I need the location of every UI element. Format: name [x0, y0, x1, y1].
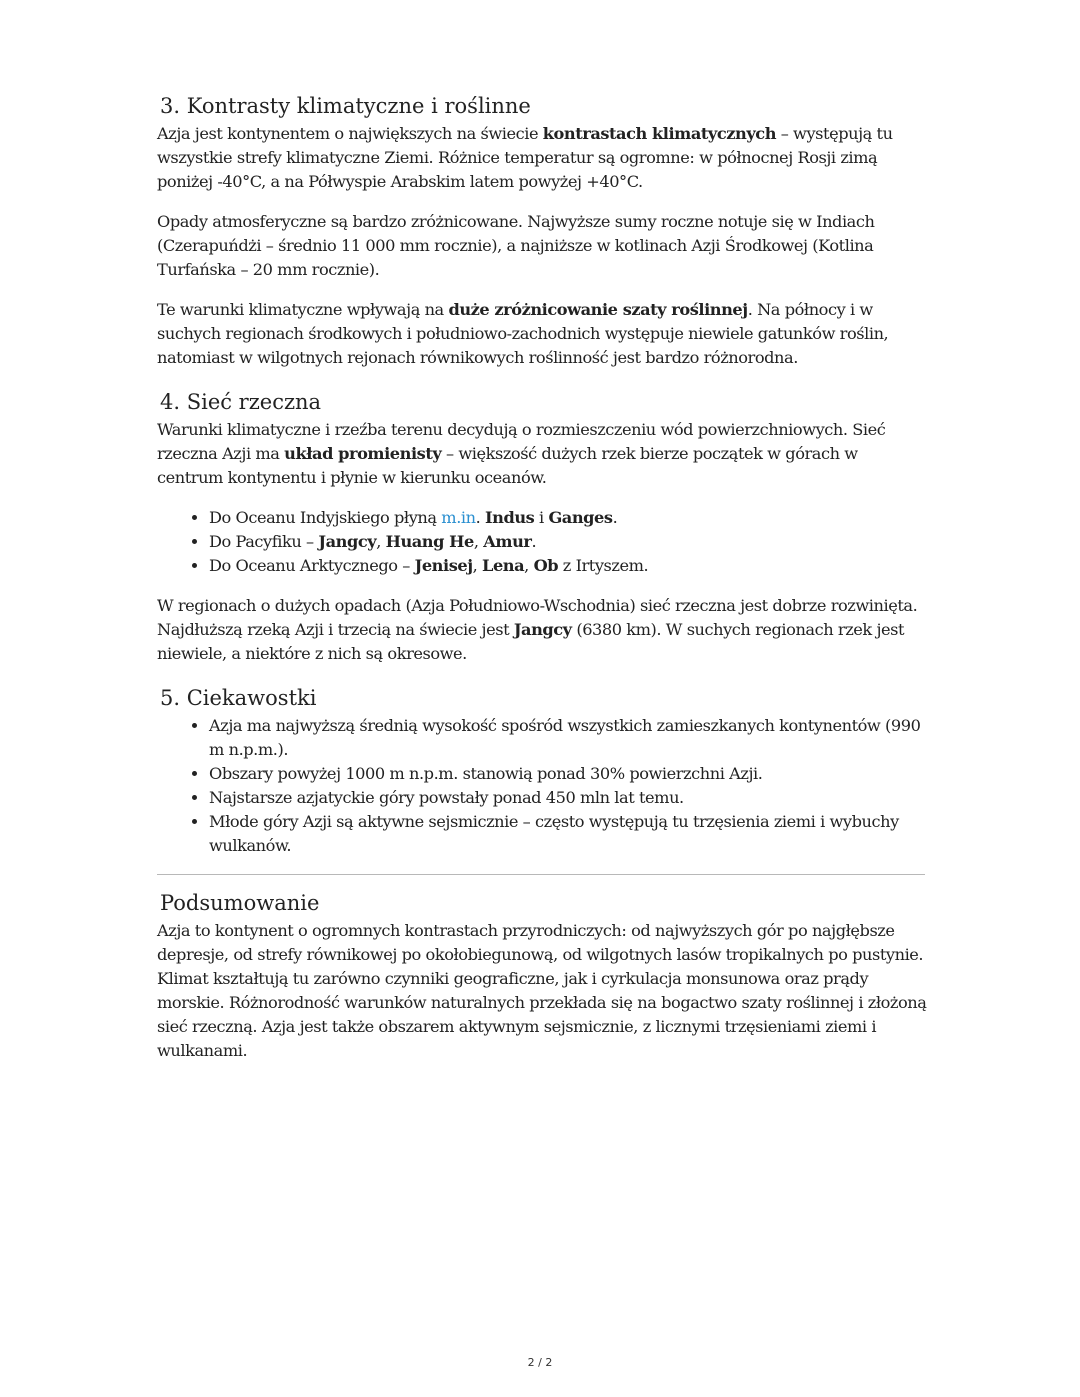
- text-run: Do Oceanu Indyjskiego płyną: [209, 508, 442, 527]
- rivers-list: [157, 506, 927, 578]
- text-run: – większość dużych rzek bierze początek w górach w centrum kontynentu i płynie w kierunku oceanów.: [157, 444, 858, 487]
- summary-heading: Podsumowanie: [160, 891, 320, 915]
- page-number: 2 / 2: [527, 1356, 553, 1369]
- text-run: Do Pacyfiku –: [209, 532, 319, 551]
- bold-term: Jangcy: [513, 620, 572, 639]
- river-name: Jenisej: [414, 556, 473, 575]
- river-name: Amur: [483, 532, 532, 551]
- facts-list: [157, 714, 927, 858]
- section-4-heading: 4. Sieć rzeczna: [160, 390, 322, 414]
- section-3-paragraph-1: [157, 122, 927, 194]
- text-run: Do Oceanu Arktycznego –: [209, 556, 415, 575]
- text-run: (6380 km). W suchych regionach rzek jest niewiele, a niektóre z nich są okresowe.: [157, 620, 905, 663]
- section-4-paragraph-2: [157, 594, 927, 666]
- section-3-heading: 3. Kontrasty klimatyczne i roślinne: [160, 94, 531, 118]
- river-name: Ganges: [548, 508, 613, 527]
- section-divider: [157, 874, 925, 875]
- section-5-heading: 5. Ciekawostki: [160, 686, 317, 710]
- text-run: Azja jest kontynentem o największych na świecie: [157, 124, 543, 143]
- list-item: [209, 554, 927, 578]
- text-run: .: [475, 508, 486, 527]
- section-3-paragraph-3: [157, 298, 927, 370]
- list-item: • Młode góry Azji są aktywne sejsmicznie – często występują tu trzęsienia ziemi i wybuchy wulkanów.: [209, 810, 927, 858]
- river-name: Huang He: [385, 532, 474, 551]
- list-item: [209, 506, 927, 530]
- text-run: .: [612, 508, 618, 527]
- text-run: Te warunki klimatyczne wpływają na: [157, 300, 449, 319]
- text-run: Warunki klimatyczne i rzeźba terenu decydują o rozmieszczeniu wód powierzchniowych. Sieć rzeczna Azji ma: [157, 420, 886, 463]
- list-item: • Azja ma najwyższą średnią wysokość spośród wszystkich zamieszkanych kontynentów (990 m n.p.m.).: [209, 714, 927, 762]
- text-run: ,: [524, 556, 534, 575]
- text-run: ,: [376, 532, 386, 551]
- list-item: [209, 530, 927, 554]
- list-item: • Najstarsze azjatyckie góry powstały ponad 450 mln lat temu.: [209, 786, 927, 810]
- river-name: Ob: [533, 556, 559, 575]
- text-run: . Na północy i w suchych regionach środkowych i południowo-zachodnich występuje niewiele gatunków roślin, natomiast w wilgotnych rejonach równikowych roślinność jest bardzo różnorodna.: [157, 300, 889, 367]
- river-name: Lena: [482, 556, 525, 575]
- text-run: ,: [473, 532, 484, 551]
- text-run: – występują tu wszystkie strefy klimatyczne Ziemi. Różnice temperatur są ogromne: w północnej Rosji zimą poniżej -40°C, a na Półwyspie Arabskim latem powyżej +40°C.: [157, 124, 893, 191]
- document-page: [157, 92, 927, 1079]
- abbreviation-link[interactable]: m.in: [441, 508, 476, 527]
- text-run: i: [534, 508, 549, 527]
- summary-paragraph: Azja to kontynent o ogromnych kontrastach przyrodniczych: od najwyższych gór po najgłębsze depresje, od strefy równikowej po okołobiegunową, od wilgotnych lasów tropikalnych po pustynie. Klimat kształtują tu zarówno czynniki geograficzne, jak i cyrkulacja monsunowa oraz prądy morskie. Różnorodność warunków naturalnych przekłada się na bogactwo szaty roślinnej i złożoną sieć rzeczną. Azja jest także obszarem aktywnym sejsmicznie, z licznymi trzęsieniami ziemi i wulkanami.: [157, 921, 927, 1060]
- section-3-paragraph-2: Opady atmosferyczne są bardzo zróżnicowane. Najwyższe sumy roczne notuje się w Indiach (Czerapuńdżi – średnio 11 000 mm rocznie), a najniższe w kotlinach Azji Środkowej (Kotlina Turfańska – 20 mm rocznie).: [157, 212, 875, 279]
- river-name: Jangcy: [318, 532, 377, 551]
- bold-term: układ promienisty: [284, 444, 442, 463]
- text-run: W regionach o dużych opadach (Azja Południowo-Wschodnia) sieć rzeczna jest dobrze rozwinięta. Najdłuższą rzeką Azji i trzecią na świecie jest: [157, 596, 918, 639]
- text-run: z Irtyszem.: [558, 556, 649, 575]
- river-name: Indus: [485, 508, 535, 527]
- text-run: .: [531, 532, 537, 551]
- text-run: ,: [472, 556, 483, 575]
- section-4-paragraph-1: [157, 418, 927, 490]
- list-item: • Obszary powyżej 1000 m n.p.m. stanowią ponad 30% powierzchni Azji.: [209, 762, 927, 786]
- bold-term: duże zróżnicowanie szaty roślinnej: [448, 300, 748, 319]
- bold-term: kontrastach klimatycznych: [542, 124, 777, 143]
